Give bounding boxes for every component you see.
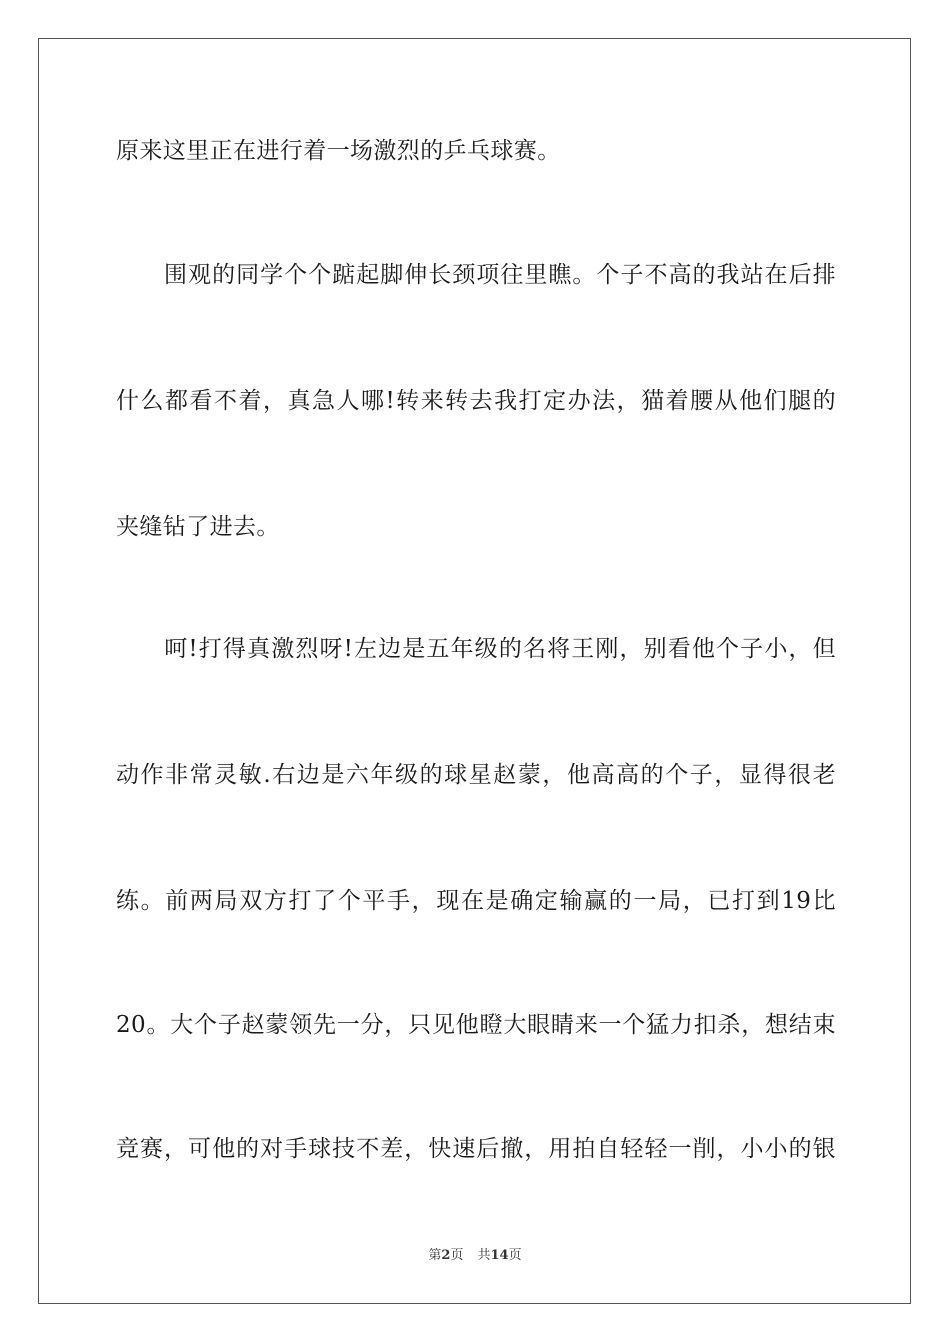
total-pages-count: 14	[490, 1248, 509, 1263]
total-pages-suffix: 页	[508, 1248, 522, 1263]
page-number-current: 2	[441, 1248, 451, 1263]
text-line-4: 夹缝钻了进去。	[116, 514, 280, 540]
text-line-3: 什么都看不着，真急人哪!转来转去我打定办法，猫着腰从他们腿的	[116, 388, 836, 414]
text-line-5: 呵!打得真激烈呀!左边是五年级的名将王刚，别看他个子小，但	[116, 636, 836, 662]
page-footer	[0, 1248, 950, 1264]
text-line-6: 动作非常灵敏.右边是六年级的球星赵蒙，他高高的个子，显得很老	[116, 762, 836, 788]
text-line-2: 围观的同学个个踮起脚伸长颈项往里瞧。个子不高的我站在后排	[116, 262, 836, 288]
total-pages-prefix: 共	[477, 1248, 491, 1263]
text-line-8: 20。大个子赵蒙领先一分，只见他瞪大眼睛来一个猛力扣杀，想结束	[116, 1012, 836, 1038]
text-line-1: 原来这里正在进行着一场激烈的乒乓球赛。	[116, 138, 561, 164]
text-line-7: 练。前两局双方打了个平手，现在是确定输赢的一局，已打到19比	[116, 888, 836, 914]
page-number-suffix: 页	[450, 1248, 464, 1263]
text-line-9: 竞赛，可他的对手球技不差，快速后撤，用拍自轻轻一削，小小的银	[116, 1136, 836, 1162]
page-border	[38, 38, 911, 1304]
page-number-prefix: 第	[428, 1248, 442, 1263]
